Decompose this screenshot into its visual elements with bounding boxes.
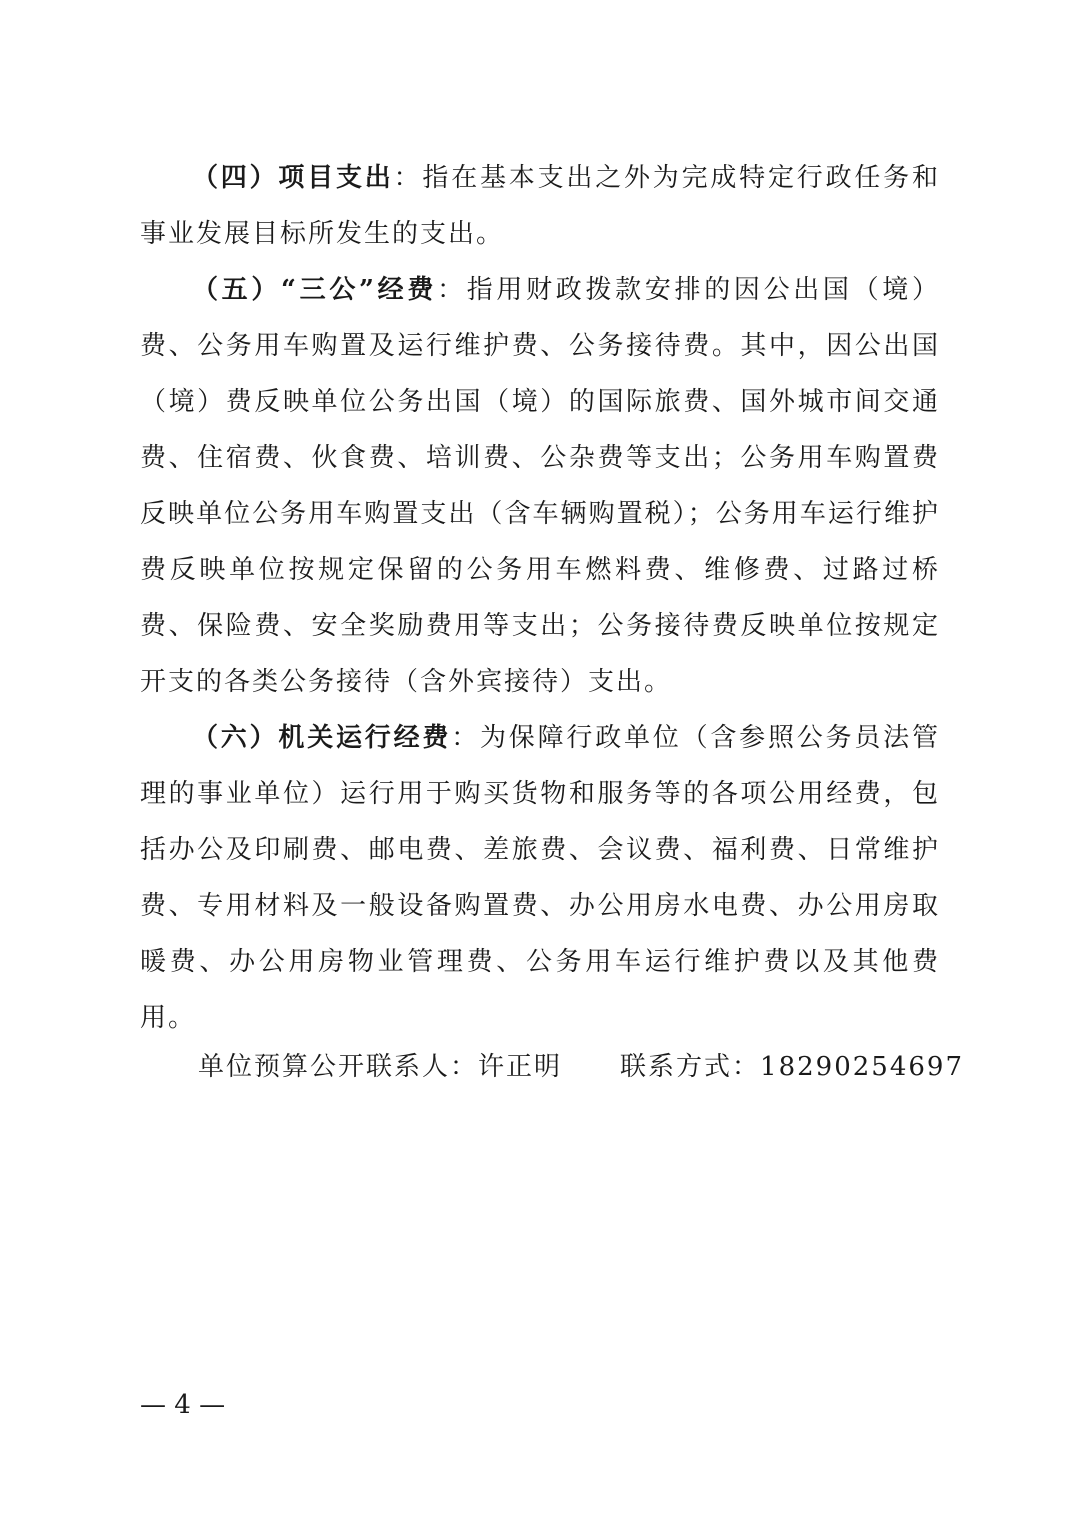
document-body bbox=[140, 150, 940, 1046]
definition-agency-operating-expenses: 为保障行政单位（含参照公务员法管理的事业单位）运行用于购买货物和服务等的各项公用经费，包括办公及印刷费、邮电费、差旅费、会议费、福利费、日常维护费、专用材料及一般设备购置费、办公用房水电费、办公用房取暖费、办公用房物业管理费、公务用车运行维护费以及其他费用。 bbox=[140, 723, 940, 1033]
paragraph-project-expenditure bbox=[140, 150, 940, 262]
term-three-public-expenses: （五）“三公”经费 bbox=[192, 275, 438, 305]
contact-line bbox=[198, 1045, 965, 1089]
contact-phone: 18290254697 bbox=[760, 1052, 965, 1082]
definition-project-expenditure: 指在基本支出之外为完成特定行政任务和事业发展目标所发生的支出。 bbox=[140, 163, 940, 249]
term-separator: ： bbox=[437, 275, 467, 305]
contact-person-name: 许正明 bbox=[478, 1052, 563, 1082]
term-separator: ： bbox=[451, 723, 480, 753]
page-number: — 4 — bbox=[140, 1390, 226, 1420]
paragraph-agency-operating-expenses bbox=[140, 710, 940, 1046]
contact-phone-label: 联系方式： bbox=[620, 1052, 761, 1082]
definition-three-public-expenses: 指用财政拨款安排的因公出国（境）费、公务用车购置及运行维护费、公务接待费。其中，因公出国（境）费反映单位公务出国（境）的国际旅费、国外城市间交通费、住宿费、伙食费、培训费、公杂费等支出；公务用车购置费反映单位公务用车购置支出（含车辆购置税）；公务用车运行维护费反映单位按规定保留的公务用车燃料费、维修费、过路过桥费、保险费、安全奖励费用等支出；公务接待费反映单位按规定开支的各类公务接待（含外宾接待）支出。 bbox=[140, 275, 940, 697]
term-project-expenditure: （四）项目支出 bbox=[192, 163, 394, 193]
contact-person-label: 单位预算公开联系人： bbox=[198, 1052, 479, 1082]
paragraph-three-public-expenses bbox=[140, 262, 940, 710]
term-separator: ： bbox=[393, 163, 423, 193]
term-agency-operating-expenses: （六）机关运行经费 bbox=[192, 723, 452, 753]
